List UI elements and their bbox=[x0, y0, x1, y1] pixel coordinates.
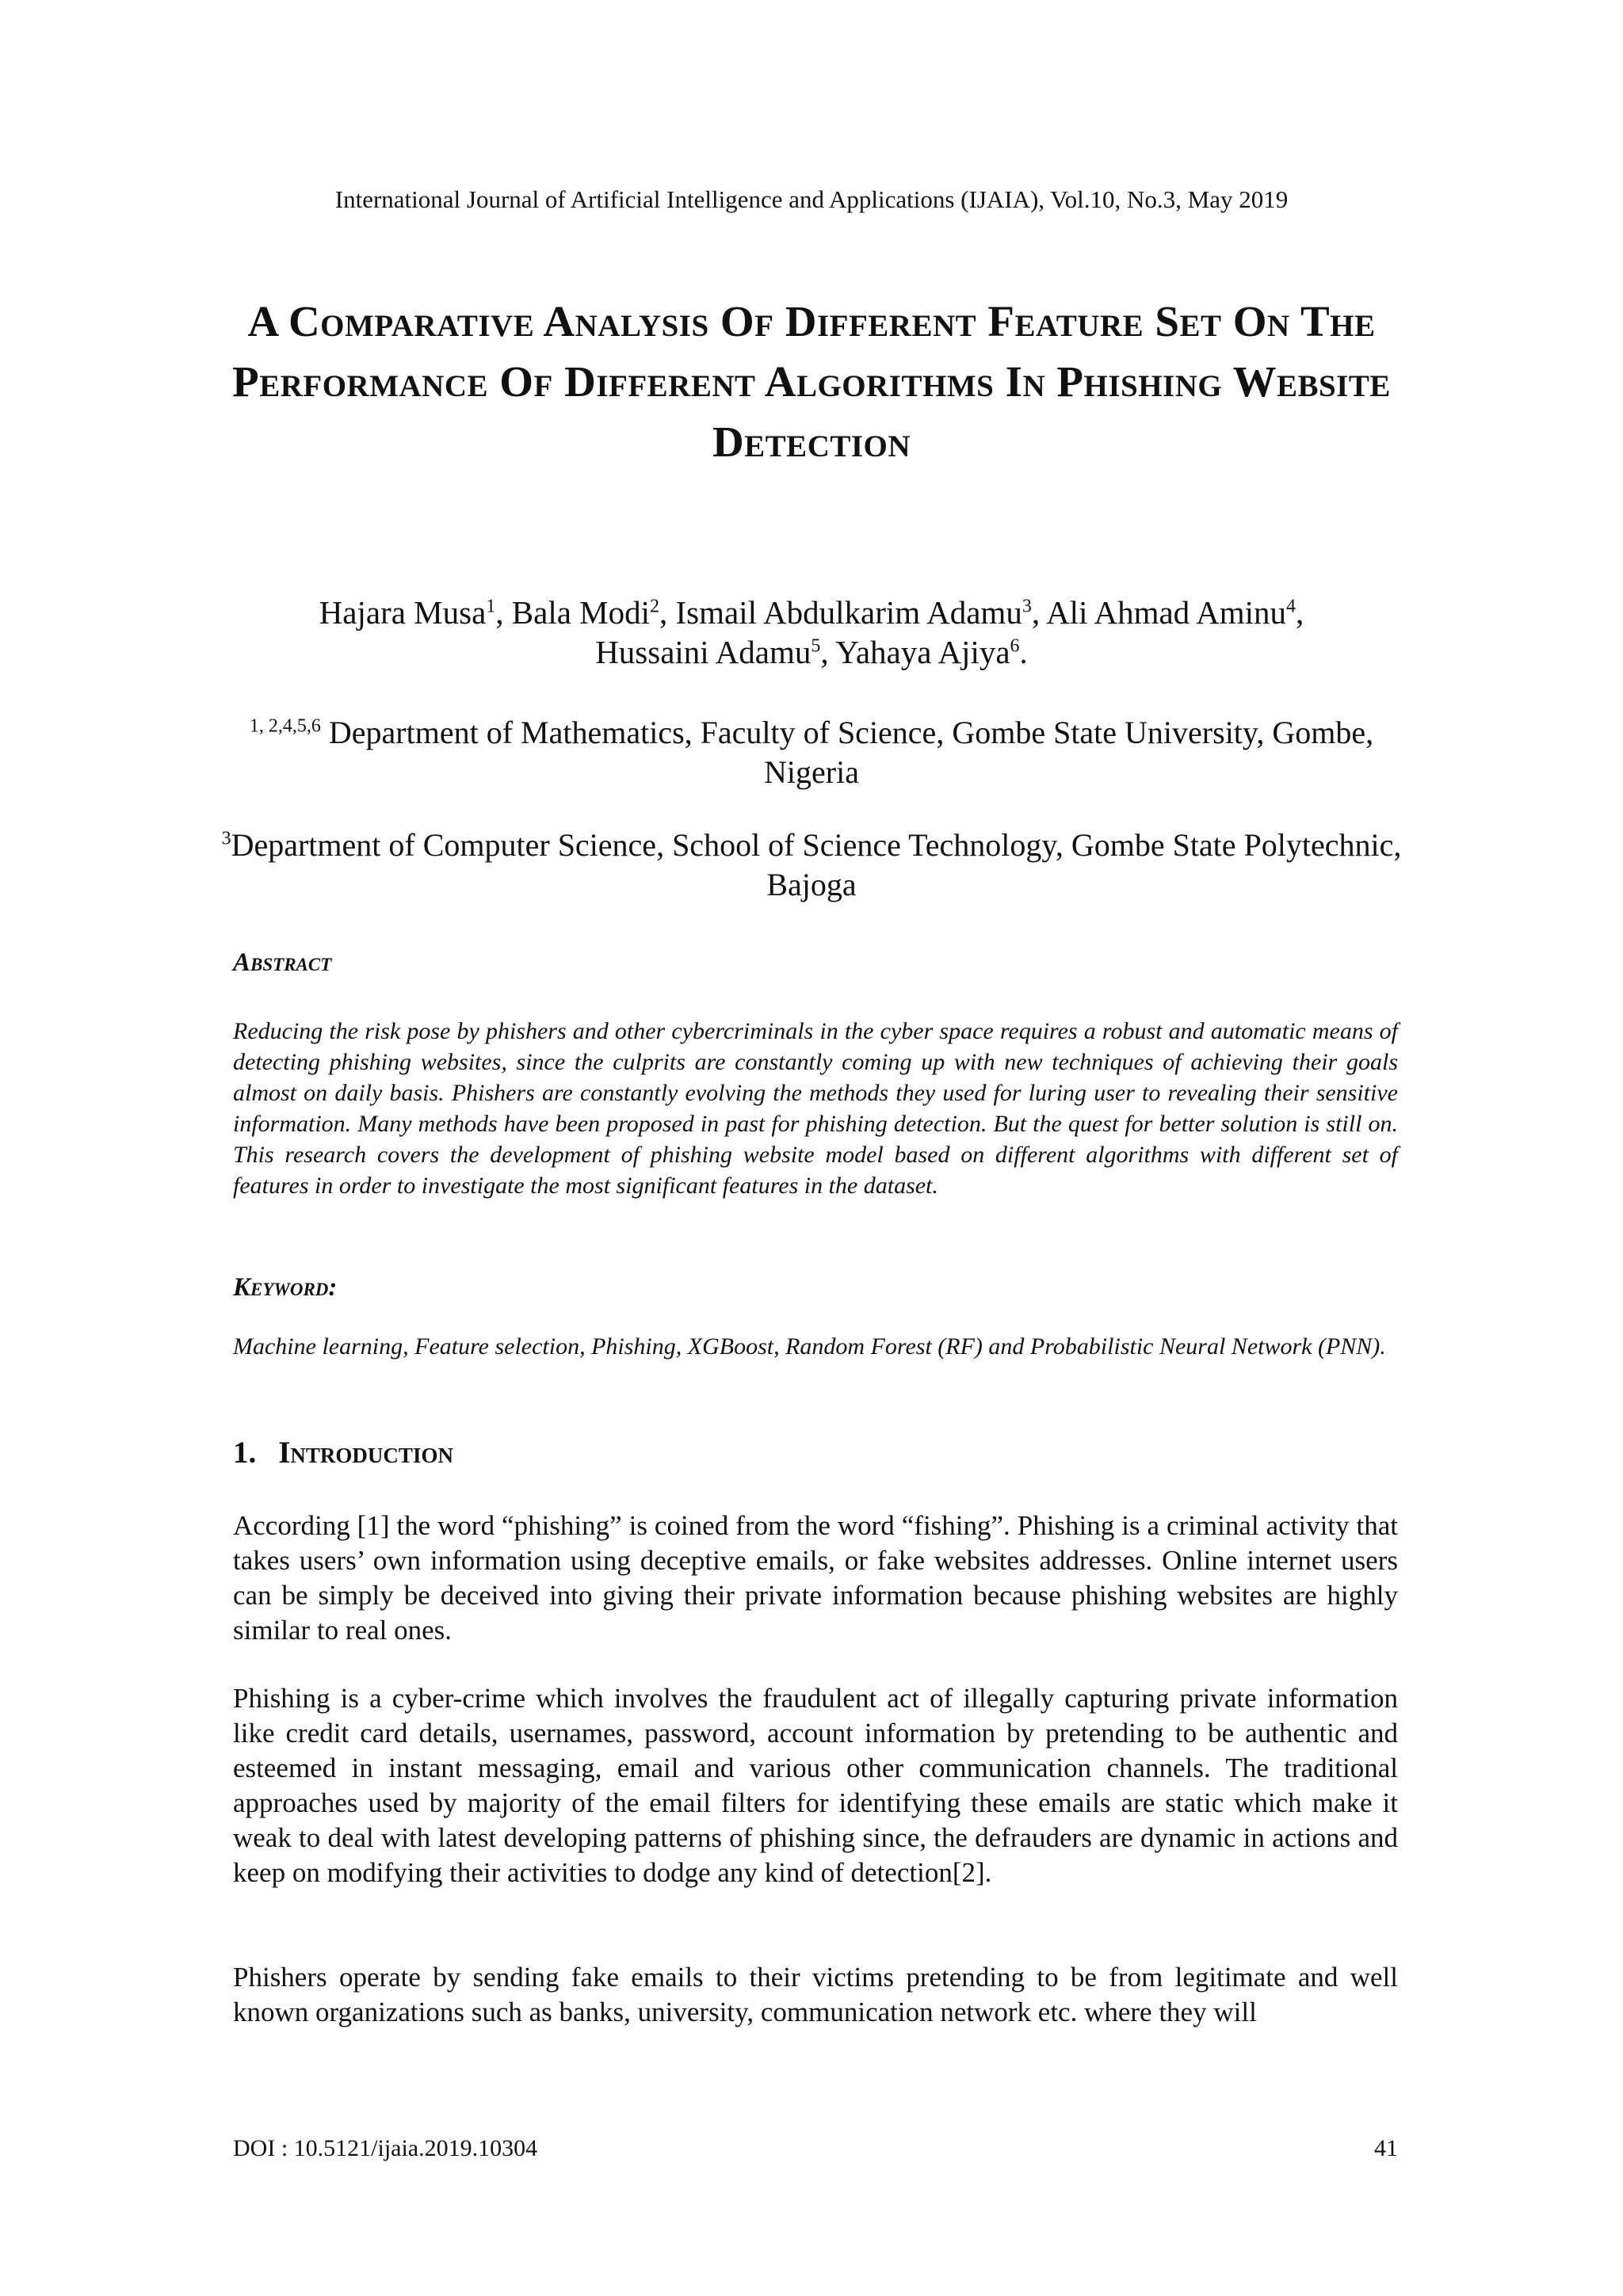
abstract-text: Reducing the risk pose by phishers and other cybercriminals in the cyber space requires a robust and automatic means of detecting phishing websites, since the culprits are constantly coming up with new techniques of achieving their goals almost on daily basis. Phishers are constantly evolving the methods they used for luring user to revealing their sensitive information. Many methods have been proposed in past for phishing detection. But the quest for better solution is still on. This research covers the development of phishing website model based on different algorithms with different set of features in order to investigate the most significant features in the dataset. bbox=[233, 1018, 1398, 1199]
author-affiliation-marker: 3 bbox=[1022, 596, 1032, 617]
author-list: Hajara Musa$^1$, Bala Modi$^2$, Ismail Abdulkarim Adamu$^3$, Ali Ahmad Aminu$^4$, Hussaini Adamu$^5$, Yahaya Ajiya$^6$. bbox=[319, 594, 1304, 670]
author-affiliation-marker: 2 bbox=[650, 596, 660, 617]
author-affiliation-marker: 5 bbox=[811, 635, 821, 657]
author-name: Yahaya Ajiya bbox=[835, 634, 1010, 670]
author-affiliation-marker: 1 bbox=[486, 596, 496, 617]
author-name: Bala Modi bbox=[511, 594, 651, 631]
affiliation-marker: 3 bbox=[221, 828, 231, 849]
section-title: Introduction bbox=[278, 1436, 453, 1470]
body-paragraph: Phishers operate by sending fake emails to their victims pretending to be from legitimate and well known organizations such as banks, university, communication network etc. where they will bbox=[233, 1962, 1398, 2027]
author-name: Hajara Musa bbox=[319, 594, 487, 631]
author-name: Hussaini Adamu bbox=[595, 634, 812, 670]
keywords-text: Machine learning, Feature selection, Phishing, XGBoost, Random Forest (RF) and Probabilistic Neural Network (PNN). bbox=[233, 1333, 1386, 1360]
author-affiliation-marker: 6 bbox=[1010, 635, 1020, 657]
introduction-heading bbox=[233, 1434, 453, 1472]
running-header: International Journal of Artificial Intelligence and Applications (IJAIA), Vol.10, No.3, May 2019 bbox=[334, 185, 1289, 213]
section-number: 1. bbox=[233, 1436, 257, 1470]
affiliation-text: Department of Mathematics, Faculty of Science, Gombe State University, Gombe, Nigeria bbox=[328, 715, 1374, 790]
affiliation-marker: 1, 2,4,5,6 bbox=[249, 715, 321, 737]
affiliation-1 bbox=[206, 713, 1417, 792]
author-name: Ismail Abdulkarim Adamu bbox=[675, 594, 1022, 631]
body-paragraph: According [1] the word “phishing” is coined from the word “fishing”. Phishing is a criminal activity that takes users’ own information using deceptive emails, or fake websites addresses. Online internet users can be simply be deceived into giving their private information because phishing websites are highly similar to real ones. bbox=[233, 1510, 1398, 1646]
body-paragraph: Phishing is a cyber-crime which involves the fraudulent act of illegally capturing private information like credit card details, usernames, password, account information by pretending to be authentic and esteemed in instant messaging, email and various other communication channels. The traditional approaches used by majority of the email filters for identifying these emails are static which make it weak to deal with latest developing patterns of phishing since, the defrauders are dynamic in actions and keep on modifying their activities to dodge any kind of detection[2]. bbox=[233, 1683, 1398, 1888]
affiliation-2 bbox=[206, 826, 1417, 905]
abstract-heading: Abstract bbox=[233, 948, 332, 977]
author-name: Ali Ahmad Aminu bbox=[1046, 594, 1287, 631]
doi-footer: DOI : 10.5121/ijaia.2019.10304 bbox=[233, 2135, 538, 2161]
author-affiliation-marker: 4 bbox=[1286, 596, 1296, 617]
paper-title: A Comparative Analysis Of Different Feature Set On The Performance Of Different Algorithms In Phishing Website Detection bbox=[232, 297, 1391, 466]
keywords-heading: Keyword: bbox=[233, 1273, 338, 1302]
affiliation-text: Department of Computer Science, School of Science Technology, Gombe State Polytechnic, Bajoga bbox=[231, 827, 1402, 902]
page-number: 41 bbox=[1374, 2135, 1398, 2161]
